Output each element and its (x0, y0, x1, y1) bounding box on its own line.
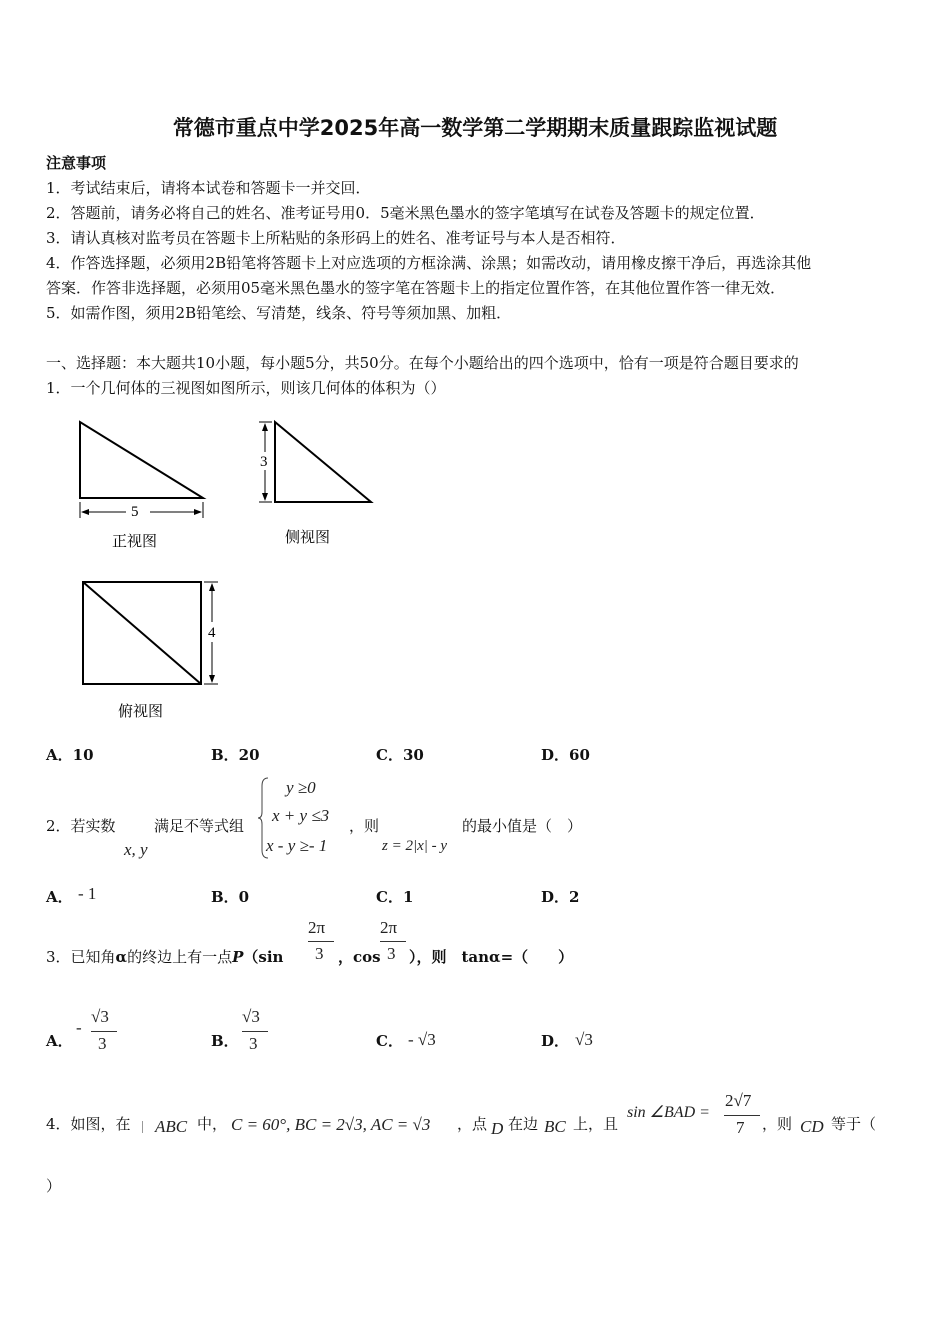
notice-item: 2．答题前，请务必将自己的姓名、准考证号用0．5毫米黑色墨水的签字笔填写在试卷及答题卡的规定位置． (46, 204, 765, 222)
side-dimension-label: 3 (260, 454, 268, 470)
q4-stem-c: ，点 (457, 1115, 488, 1133)
q2-option-c: C．1 (376, 888, 414, 906)
section-heading: 一、选择题：本大题共10小题，每小题5分，共50分。在每个小题给出的四个选项中，恰有一项是符合题目要求的 (46, 354, 799, 372)
q3-option-a-num: √3 (91, 1007, 109, 1026)
q4-triangle: ABC (155, 1117, 188, 1136)
q1-option-c: C．30 (376, 746, 424, 764)
notice-item: 1．考试结束后，请将本试卷和答题卡一并交回． (46, 179, 371, 197)
q2-option-d: D．2 (541, 888, 580, 906)
q4-sin-den: 7 (736, 1118, 745, 1137)
q4-stem-b: 中， (197, 1115, 228, 1133)
q3-option-c-value: - √3 (408, 1030, 436, 1049)
q1-option-d: D．60 (541, 746, 590, 764)
notice-item: 5．如需作图，须用2B铅笔绘、写清楚，线条、符号等须加黑、加粗． (46, 304, 512, 322)
three-view-figure (60, 410, 400, 730)
q4-point-d: D (491, 1119, 504, 1138)
q3-stem-b: 的终边上有一点 (127, 948, 233, 966)
page-title: 常德市重点中学2025年高一数学第二学期期末质量跟踪监视试题 (172, 116, 778, 140)
q3-frac2-num: 2π (380, 918, 398, 937)
q3-stem-a: 3．已知角 (46, 948, 116, 966)
q3-option-b: B． (211, 1032, 239, 1050)
q1-option-a: A．10 (46, 746, 94, 764)
q2-ineq-2: x + y ≤3 (272, 806, 330, 825)
q3-option-a: A． (46, 1032, 73, 1050)
q2-stem-d: 的最小值是（ ） (462, 817, 583, 835)
q4-stem-f: ，则 (762, 1115, 793, 1133)
q3-close: ），则 tanα=（ ） (409, 948, 574, 966)
q4-stem-d: 在边 (508, 1115, 539, 1133)
q4-close: ） (46, 1177, 62, 1195)
q4-sin-bar (724, 1115, 760, 1116)
q2-function: z = 2|x| - y (382, 838, 448, 854)
q4-stem-a: 4．如图，在 (46, 1115, 131, 1133)
side-view-label: 侧视图 (285, 528, 331, 546)
q2-option-b: B．0 (211, 888, 250, 906)
q4-stem-g: 等于（ (831, 1115, 877, 1133)
q3-option-a-sign: - (76, 1018, 82, 1037)
triangle-symbol (142, 1121, 143, 1133)
q4-sin-expression: sin ∠BAD = (627, 1104, 710, 1121)
q2-option-a-value: - 1 (78, 884, 97, 903)
q2-vars: x, y (124, 840, 148, 859)
q3-alpha: α (115, 948, 128, 966)
notice-heading: 注意事项 (46, 154, 107, 172)
q2-stem-c: ，则 (349, 817, 380, 835)
q2-ineq-1: y ≥0 (286, 778, 316, 797)
q3-frac2-bar (380, 941, 406, 942)
front-view-triangle (80, 422, 203, 498)
notice-item: 3．请认真核对监考员在答题卡上所粘贴的条形码上的姓名、准考证号与本人是否相符． (46, 229, 626, 247)
q1-stem: 1．一个几何体的三视图如图所示，则该几何体的体积为（） (46, 379, 446, 397)
q2-stem-a: 2．若实数 (46, 817, 116, 835)
q3-option-a-bar (91, 1031, 117, 1032)
q4-sin-num: 2√7 (725, 1091, 752, 1110)
top-view-diagonal (83, 582, 201, 684)
q3-sin: （sin (243, 948, 284, 966)
q3-frac1-den: 3 (315, 944, 324, 963)
q3-option-a-den: 3 (98, 1034, 107, 1053)
top-dimension-label: 4 (208, 625, 216, 641)
q4-condition: C = 60°, BC = 2√3, AC = √3 (231, 1115, 431, 1134)
notice-item: 4．作答选择题，必须用2B铅笔将答题卡上对应选项的方框涂满、涂黑；如需改动，请用橡皮擦干净后，再选涂其他 (46, 254, 812, 272)
q3-frac1-bar (308, 941, 334, 942)
q4-segment-cd: CD (800, 1117, 824, 1136)
q3-option-b-bar (242, 1031, 268, 1032)
q4-stem-e: 上，且 (573, 1115, 619, 1133)
q2-ineq-3: x - y ≥- 1 (266, 836, 328, 855)
q3-frac1-num: 2π (308, 918, 326, 937)
q3-option-b-num: √3 (242, 1007, 260, 1026)
q2-stem-b: 满足不等式组 (154, 817, 245, 835)
q4-side-bc: BC (544, 1117, 566, 1136)
q3-option-c: C． (376, 1032, 403, 1050)
q3-cos: ，cos (338, 948, 381, 966)
front-dimension-label: 5 (131, 504, 139, 520)
q1-option-b: B．20 (211, 746, 260, 764)
side-view-triangle (275, 422, 371, 502)
q3-frac2-den: 3 (387, 944, 396, 963)
top-view-label: 俯视图 (118, 702, 164, 720)
q3-point-p: P (232, 948, 244, 966)
front-view-label: 正视图 (112, 532, 158, 550)
q3-option-d: D． (541, 1032, 570, 1050)
notice-item: 答案．作答非选择题，必须用05毫米黑色墨水的签字笔在答题卡上的指定位置作答，在其他位置作答一律无效． (46, 279, 786, 297)
q2-option-a: A． (46, 888, 73, 906)
q3-option-b-den: 3 (249, 1034, 258, 1053)
q3-option-d-value: √3 (575, 1030, 593, 1049)
